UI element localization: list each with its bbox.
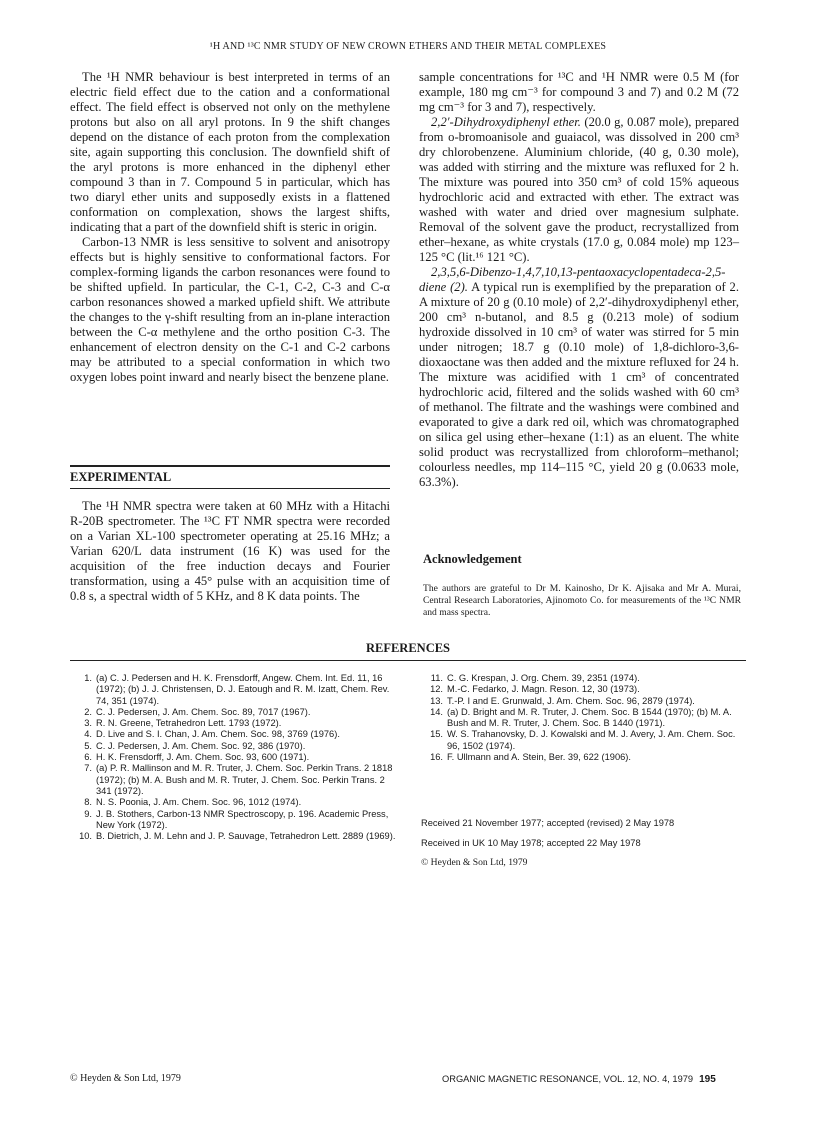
reference-number: 9.	[84, 808, 92, 819]
reference-text: N. S. Poonia, J. Am. Chem. Soc. 96, 1012 (1974).	[96, 797, 302, 808]
reference-item	[421, 729, 741, 752]
synthesis-paragraph-1	[419, 115, 739, 265]
reference-text: J. B. Stothers, Carbon-13 NMR Spectroscopy, p. 196. Academic Press, New York (1972).	[96, 808, 389, 830]
body-paragraph-2: Carbon-13 NMR is less sensitive to solvent and anisotropy effects but is highly sensitive to conformational factors. For complex-forming ligands the carbon resonances were found to be shifted upfield. In particular, the C-1, C-2, C-3 and C-α carbon resonances showed a marked upfield shift. We attribute the changes to the γ-shift resulting from an in-plane interaction between the C-α methylene and the ortho position C-3. The enhancement of electron density on the C-1 and C-2 carbons may be attributed to a special conformation in which two oxygen lobes point inward and nearly bisect the benzene plane.	[70, 235, 390, 384]
body-paragraph-3: sample concentrations for ¹³C and ¹H NMR were 0.5 M (for example, 180 mg cm⁻³ for compound 3 and 7) and 0.2 M (72 mg cm⁻³ for 3 and 7), respectively.	[419, 70, 739, 114]
synthesis-paragraph-2	[419, 265, 739, 490]
reference-item	[421, 684, 741, 695]
left-column	[70, 70, 390, 385]
reference-item	[70, 729, 400, 740]
reference-number: 3.	[84, 718, 92, 729]
reference-item	[70, 718, 400, 729]
copyright-notice: © Heyden & Son Ltd, 1979	[421, 857, 528, 868]
acknowledgement-heading: Acknowledgement	[423, 552, 522, 566]
page-number: 195	[699, 1074, 716, 1085]
reference-text: C. J. Pedersen, J. Am. Chem. Soc. 92, 386 (1970).	[96, 740, 306, 751]
reference-number: 14.	[430, 706, 443, 717]
received-uk-date: Received in UK 10 May 1978; accepted 22 May 1978	[421, 838, 641, 848]
section-rule	[70, 465, 390, 467]
reference-item	[70, 673, 400, 707]
reference-item	[421, 673, 741, 684]
body-paragraph-1: The ¹H NMR behaviour is best interpreted in terms of an electric field effect due to the cation and a conformational effect. The field effect is observed not only on the methylene protons but also on all aryl protons. In 9 the shift changes depend on the distance of each proton from the complexation site, again supporting this conclusion. The downfield shift of the aryl protons is more enhanced in the diphenyl ether compound 3 than in 7. Compound 5 in particular, which has two diaryl ether units and supposedly exists in a flattened conformation on complexation, shows the largest shifts, indicating that a part of the downfield shift is steric in origin.	[70, 70, 390, 234]
reference-number: 16.	[430, 752, 443, 763]
reference-item	[421, 752, 741, 763]
reference-item	[70, 752, 400, 763]
reference-item	[70, 831, 400, 842]
reference-text: (a) P. R. Mallinson and M. R. Truter, J. Chem. Soc. Perkin Trans. 2 1818 (1972); (b) M. A. Bush and M. R. Truter, J. Chem. Soc. Perkin Trans. 2 341 (1972).	[96, 763, 393, 796]
reference-item	[70, 797, 400, 808]
reference-number: 13.	[430, 695, 443, 706]
reference-item	[70, 809, 400, 832]
references-list-left	[70, 673, 400, 842]
acknowledgement-body: The authors are grateful to Dr M. Kainosho, Dr K. Ajisaka and Mr A. Murai, Central Research Laboratories, Ajinomoto Co. for measurements of the ¹³C NMR and mass spectra.	[423, 583, 741, 618]
reference-item	[70, 741, 400, 752]
reference-text: (a) C. J. Pedersen and H. K. Frensdorff, Angew. Chem. Int. Ed. 11, 16 (1972); (b) J. J. Christensen, D. J. Eatough and R. M. Izatt, Chem. Rev. 74, 351 (1974).	[96, 673, 390, 706]
references-rule	[70, 660, 746, 661]
experimental-heading: EXPERIMENTAL	[70, 470, 172, 484]
reference-item	[421, 707, 741, 730]
synthesis-text: A typical run is exemplified by the preparation of 2. A mixture of 20 g (0.10 mole) of 2,2′-dihydroxydiphenyl ether, 200 cm³ n-butanol, and 8.5 g (0.213 mole) of sodium hydroxide dissolved in 10 cm³ of water was stirred for 5 min under nitrogen; 18.7 g (0.10 mole) of 1,8-dichloro-3,6-dioxaoctane was then added and the mixture refluxed for 24 h. The mixture was acidified with 1 cm³ of concentrated hydrochloric acid, filtered and the solids washed with 60 cm³ of methanol. The filtrate and the washings were combined and evaporated to give a dark red oil, which was chromatographed on silica gel using ether–hexane (1:1) as an eluent. The white solid product was recrystallized from chloroform–methanol; colourless needles, mp 114–115 °C, yield 20 g (0.0633 mole, 63.3%).	[419, 280, 739, 489]
reference-text: W. S. Trahanovsky, D. J. Kowalski and M. J. Avery, J. Am. Chem. Soc. 96, 1502 (1974).	[447, 729, 736, 751]
compound-title: 2,3,5,6-Dibenzo-1,4,7,10,13-pentaoxacyclopentadeca-2,5-diene (2).	[419, 265, 726, 294]
reference-number: 8.	[84, 797, 92, 808]
reference-number: 6.	[84, 752, 92, 763]
reference-text: M.-C. Fedarko, J. Magn. Reson. 12, 30 (1973).	[447, 684, 640, 695]
reference-number: 12.	[430, 684, 443, 695]
compound-title: 2,2′-Dihydroxydiphenyl ether.	[431, 115, 581, 129]
reference-text: B. Dietrich, J. M. Lehn and J. P. Sauvage, Tetrahedron Lett. 2889 (1969).	[96, 831, 396, 842]
reference-item	[421, 696, 741, 707]
reference-number: 10.	[79, 831, 92, 842]
reference-text: R. N. Greene, Tetrahedron Lett. 1793 (1972).	[96, 718, 282, 729]
references-list-right	[421, 673, 741, 763]
reference-text: T.-P. I and E. Grunwald, J. Am. Chem. Soc. 96, 2879 (1974).	[447, 695, 695, 706]
reference-text: D. Live and S. I. Chan, J. Am. Chem. Soc. 98, 3769 (1976).	[96, 729, 340, 740]
experimental-body	[70, 499, 390, 604]
reference-number: 11.	[430, 673, 443, 683]
reference-number: 7.	[84, 763, 92, 774]
reference-text: C. J. Pedersen, J. Am. Chem. Soc. 89, 7017 (1967).	[96, 706, 311, 717]
reference-number: 5.	[84, 740, 92, 751]
reference-number: 1.	[84, 673, 92, 683]
experimental-paragraph: The ¹H NMR spectra were taken at 60 MHz with a Hitachi R-20B spectrometer. The ¹³C FT NMR spectra were recorded on a Varian XL-100 spectrometer operating at 25.16 MHz; a Varian 620/L data instrument (16 K) was used for the acquisition of the free induction decays and Fourier transformation, using a 45° pulse with an acquisition time of 0.8 s, a spectral width of 5 KHz, and 8 K data points. The	[70, 499, 390, 603]
reference-number: 2.	[84, 706, 92, 717]
running-head: ¹H AND ¹³C NMR STUDY OF NEW CROWN ETHERS AND THEIR METAL COMPLEXES	[209, 41, 607, 52]
reference-text: H. K. Frensdorff, J. Am. Chem. Soc. 93, 600 (1971).	[96, 752, 310, 763]
journal-citation: ORGANIC MAGNETIC RESONANCE, VOL. 12, NO. 4, 1979	[442, 1074, 694, 1084]
reference-text: (a) D. Bright and M. R. Truter, J. Chem. Soc. B 1544 (1970); (b) M. A. Bush and M. R. Truter, J. Chem. Soc. B 1440 (1971).	[447, 706, 732, 729]
reference-text: C. G. Krespan, J. Org. Chem. 39, 2351 (1974).	[447, 673, 640, 683]
section-rule	[70, 488, 390, 489]
reference-number: 15.	[430, 729, 443, 740]
received-date: Received 21 November 1977; accepted (revised) 2 May 1978	[421, 818, 675, 828]
synthesis-text: (20.0 g, 0.087 mole), prepared from o-bromoanisole and guaiacol, was dissolved in 200 cm³ dry chlorobenzene. Aluminium chloride, (40 g, 0.30 mole), was added with stirring and the mixture was refluxed for 2 h. The mixture was poured into 350 cm³ of cold 15% aqueous hydrochloric acid and extracted with ether. The extract was washed with water and dried over magnesium sulphate. Removal of the solvent gave the product, recrystallized from ether–hexane, as white crystals (17.0 g, 0.084 mole) mp 123–125 °C (lit.¹⁶ 121 °C).	[419, 115, 739, 264]
footer-journal	[442, 1074, 716, 1085]
right-column	[419, 70, 739, 490]
references-heading: REFERENCES	[365, 641, 451, 655]
reference-text: F. Ullmann and A. Stein, Ber. 39, 622 (1906).	[447, 752, 631, 763]
footer-copyright: © Heyden & Son Ltd, 1979	[70, 1073, 181, 1084]
reference-item	[70, 707, 400, 718]
reference-item	[70, 763, 400, 797]
experimental-section	[70, 465, 390, 604]
reference-number: 4.	[84, 729, 92, 740]
